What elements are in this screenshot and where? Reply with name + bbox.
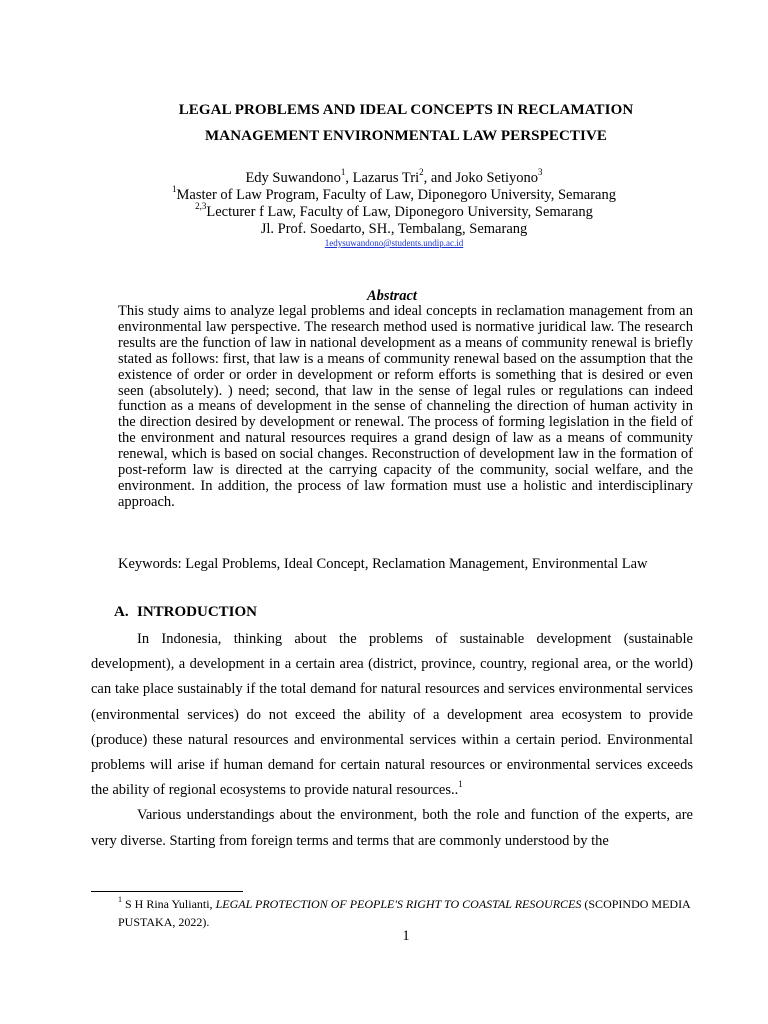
paragraph-text: In Indonesia, thinking about the problems of sustainable development (sustainable development), a development in a certain area (district, province, country, regional area, or the world) can take place sustainably if the total demand for natural resources and services environmental services (environmental services) do not exceed the ability of a development area ecosystem to provide (produce) these natural resources and environmental services within a certain period. Environmental problems will arise if human demand for certain natural resources or environmental services exceeds the ability of regional ecosystems to provide natural resources.. xyxy=(91,631,693,799)
author-sup: 3 xyxy=(538,167,543,178)
affiliation-sup: 1 xyxy=(172,184,177,195)
abstract-heading: Abstract xyxy=(367,288,417,304)
author-name: , Lazarus Tri xyxy=(345,170,420,186)
author-sup: 1 xyxy=(340,167,346,178)
paper-title-line-1: LEGAL PROBLEMS AND IDEAL CONCEPTS IN RECLAMATION xyxy=(178,102,634,118)
section-letter: A. xyxy=(114,604,129,620)
footnote-author: S H Rina Yulianti, xyxy=(122,897,216,911)
footnote xyxy=(118,895,694,931)
footnote-title: LEGAL PROTECTION OF PEOPLE'S RIGHT TO COASTAL RESOURCES xyxy=(215,897,582,911)
abstract-text: This study aims to analyze legal problems and ideal concepts in reclamation management from an environmental law perspective. The research method used is normative juridical law. The research results are the function of law in national development as a means of community renewal is briefly stated as follows: first, that law is a means of community renewal based on the assumption that the existence of order or order in development or reform efforts is something that is desired or even seen (absolutely). ) need; second, that law in the sense of legal rules or regulations can indeed function as a means of development in the sense of channeling the direction of human activity in the direction desired by development or renewal. The process of forming legislation in the field of the environment and natural resources requires a grand design of law as a means of community renewal, which is based on social changes. Reconstruction of development law in the formation of post-reform law is directed at the carrying capacity of the community, social welfare, and the environment. In addition, the process of law formation must use a holistic and interdisciplinary approach. xyxy=(118,303,693,510)
footnote-ref[interactable]: 1 xyxy=(458,779,463,790)
paragraph xyxy=(91,627,693,803)
email-link[interactable]: 1edysuwandono@students.undip.ac.id xyxy=(324,238,464,248)
author-name: , and Joko Setiyono xyxy=(423,170,539,186)
affiliation-2 xyxy=(0,201,768,221)
footnote-separator xyxy=(91,891,243,892)
page-number: 1 xyxy=(402,928,410,944)
footnote-publisher: (SCOPINDO MEDIA PUSTAKA, 2022). xyxy=(118,897,691,929)
author-name: Edy Suwandono xyxy=(245,170,341,186)
abstract-body xyxy=(118,304,693,511)
footnote-number: 1 xyxy=(118,895,122,904)
author-list xyxy=(0,167,768,187)
keywords: Keywords: Legal Problems, Ideal Concept, Reclamation Management, Environmental Law xyxy=(118,556,648,572)
body-text xyxy=(91,627,693,854)
address: Jl. Prof. Soedarto, SH., Tembalang, Semarang xyxy=(260,221,528,237)
paper-title-line-2: MANAGEMENT ENVIRONMENTAL LAW PERSPECTIVE xyxy=(205,128,607,144)
affiliation-1 xyxy=(0,184,768,204)
affiliation-text: Lecturer f Law, Faculty of Law, Diponegoro University, Semarang xyxy=(206,204,593,220)
section-heading xyxy=(114,604,257,621)
author-sup: 2 xyxy=(419,167,424,178)
paragraph: Various understandings about the environment, both the role and function of the experts, are very diverse. Starting from foreign terms and terms that are commonly understood by the xyxy=(91,807,693,849)
affiliation-text: Master of Law Program, Faculty of Law, Diponegoro University, Semarang xyxy=(176,187,616,203)
affiliation-sup: 2,3 xyxy=(195,201,207,212)
section-title: INTRODUCTION xyxy=(137,604,258,620)
